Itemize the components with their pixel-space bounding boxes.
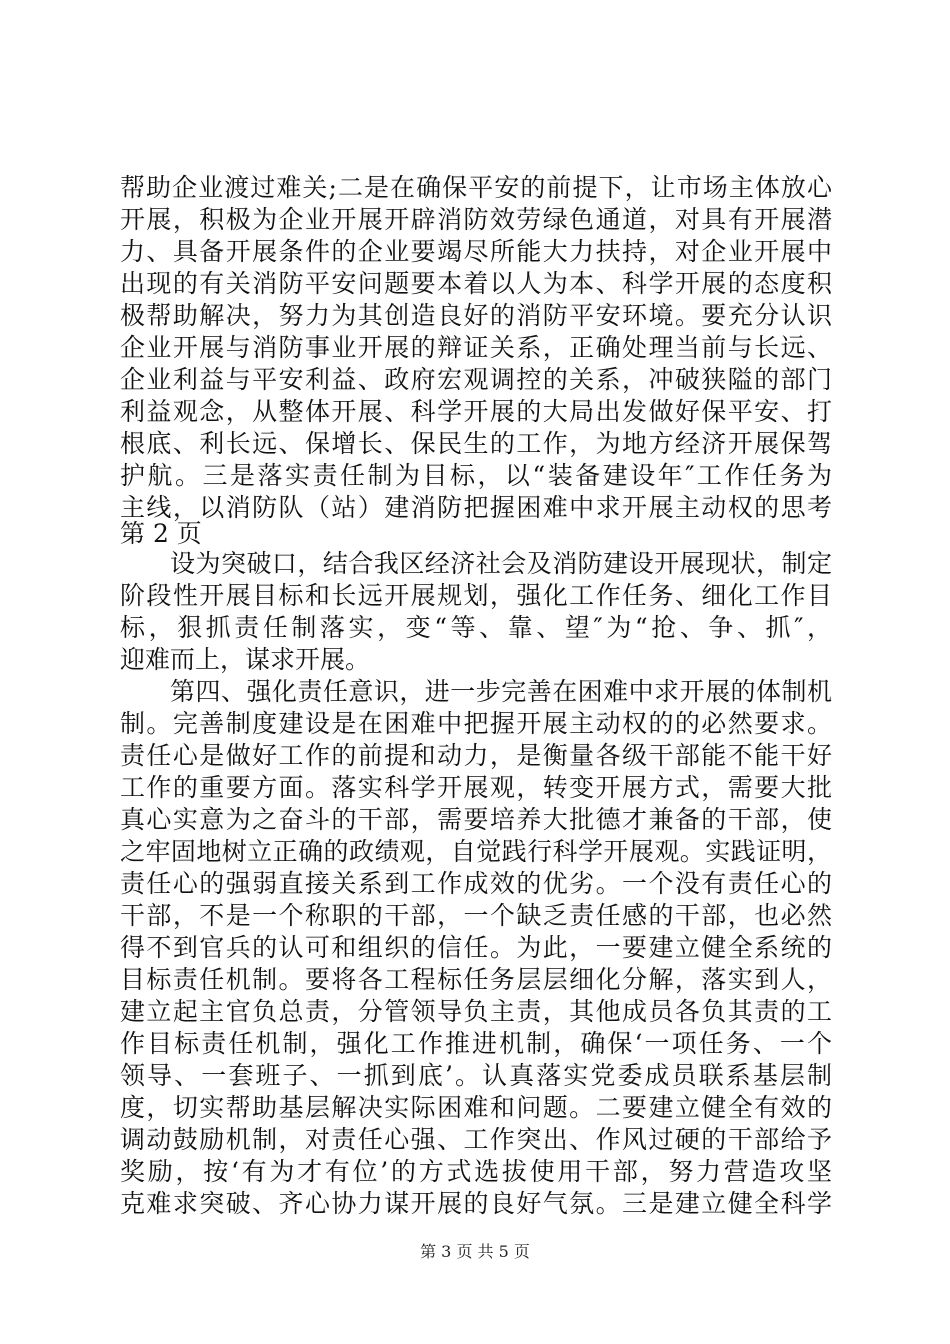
text-line: 干部，不是一个称职的干部，一个缺乏责任感的干部，也必然 xyxy=(120,901,832,930)
text-line: 出现的有关消防平安问题要本着以人为本、科学开展的态度积 xyxy=(120,269,832,298)
text-line: 阶段性开展目标和长远开展规划，强化工作任务、细化工作目 xyxy=(120,581,832,610)
text-line: 工作的重要方面。落实科学开展观，转变开展方式，需要大批 xyxy=(120,773,832,802)
text-line: 帮助企业渡过难关;二是在确保平安的前提下，让市场主体放心 xyxy=(120,173,832,202)
text-line: 克难求突破、齐心协力谋开展的良好气氛。三是建立健全科学 xyxy=(120,1189,832,1218)
text-line: 建立起主官负总责，分管领导负主责，其他成员各负其责的工 xyxy=(120,997,832,1026)
text-line: 护航。三是落实责任制为目标，以“装备建设年″工作任务为 xyxy=(120,461,832,490)
text-line: 根底、利长远、保增长、保民生的工作，为地方经济开展保驾 xyxy=(120,429,832,458)
text-line: 得不到官兵的认可和组织的信任。为此，一要建立健全系统的 xyxy=(120,933,832,962)
text-line: 真心实意为之奋斗的干部，需要培养大批德才兼备的干部，使 xyxy=(120,805,832,834)
text-line: 企业开展与消防事业开展的辩证关系，正确处理当前与长远、 xyxy=(120,333,832,362)
text-line: 作目标责任机制，强化工作推进机制，确保‘一项任务、一个 xyxy=(120,1029,832,1058)
text-line: 领导、一套班子、一抓到底’。认真落实党委成员联系基层制 xyxy=(120,1061,832,1090)
text-line: 责任心的强弱直接关系到工作成效的优劣。一个没有责任心的 xyxy=(120,869,832,898)
text-line: 之牢固地树立正确的政绩观，自觉践行科学开展观。实践证明， xyxy=(120,837,832,866)
text-line: 设为突破口，结合我区经济社会及消防建设开展现状，制定 xyxy=(170,549,832,578)
text-line: 度，切实帮助基层解决实际困难和问题。二要建立健全有效的 xyxy=(120,1093,832,1122)
paragraph-heading-line: 第四、强化责任意识，进一步完善在困难中求开展的体制机 xyxy=(170,677,832,706)
text-line: 开展，积极为企业开展开辟消防效劳绿色通道，对具有开展潜 xyxy=(120,205,832,234)
text-line: 企业利益与平安利益、政府宏观调控的关系，冲破狭隘的部门 xyxy=(120,365,832,394)
text-line: 主线，以消防队（站）建消防把握困难中求开展主动权的思考 xyxy=(120,493,832,522)
text-line: 利益观念，从整体开展、科学开展的大局出发做好保平安、打 xyxy=(120,397,832,426)
text-line: 调动鼓励机制，对责任心强、工作突出、作风过硬的干部给予 xyxy=(120,1125,832,1154)
text-line: 目标责任机制。要将各工程标任务层层细化分解，落实到人， xyxy=(120,965,832,994)
inline-page-marker: 第 2 页 xyxy=(120,519,202,548)
text-line: 奖励，按‘有为才有位’的方式选拔使用干部，努力营造攻坚 xyxy=(120,1157,832,1186)
text-line: 责任心是做好工作的前提和动力，是衡量各级干部能不能干好 xyxy=(120,741,832,770)
page-footer: 第 3 页 共 5 页 xyxy=(420,1242,530,1261)
text-line: 迎难而上，谋求开展。 xyxy=(120,645,371,674)
text-line: 制。完善制度建设是在困难中把握开展主动权的的必然要求。 xyxy=(120,709,832,738)
text-line: 标，狠抓责任制落实，变“等、靠、望″为“抢、争、抓″， xyxy=(120,613,832,642)
text-line: 力、具备开展条件的企业要竭尽所能大力扶持，对企业开展中 xyxy=(120,237,832,266)
text-line: 极帮助解决，努力为其创造良好的消防平安环境。要充分认识 xyxy=(120,301,832,330)
